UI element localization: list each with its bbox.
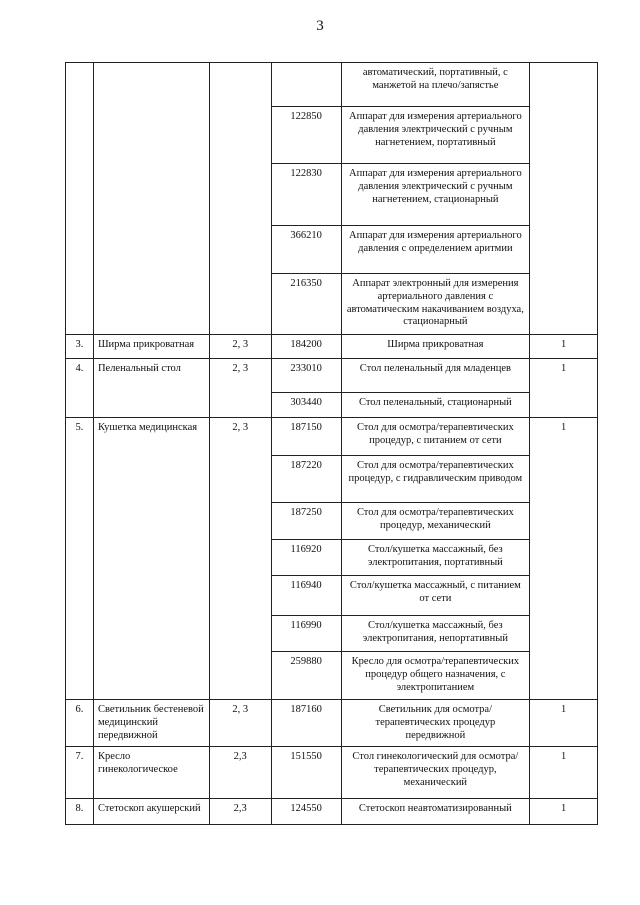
item-number-cell: 7. [66, 747, 94, 799]
table-row [66, 359, 598, 393]
code-cell: 122830 [271, 164, 341, 226]
description-cell: Аппарат для измерения артериального давления электрический с ручным нагнетением, стационарный [341, 164, 530, 226]
description-cell: Кресло для осмотра/терапевтических процедур общего назначения, с электропитанием [341, 652, 530, 700]
description-cell: Стол для осмотра/терапевтических процедур, механический [341, 503, 530, 540]
code-cell: 124550 [271, 799, 341, 825]
code-cell: 184200 [271, 335, 341, 359]
item-name-cell: Ширма прикроватная [93, 335, 209, 359]
level-cell [209, 63, 271, 335]
code-cell: 116940 [271, 576, 341, 616]
level-cell: 2, 3 [209, 359, 271, 418]
item-number-cell: 5. [66, 418, 94, 700]
description-cell: Стол пеленальный для младенцев [341, 359, 530, 393]
description-cell: Ширма прикроватная [341, 335, 530, 359]
quantity-cell: 1 [530, 359, 598, 418]
code-cell: 216350 [271, 274, 341, 335]
item-number-cell: 3. [66, 335, 94, 359]
item-number-cell: 8. [66, 799, 94, 825]
description-cell: Аппарат для измерения артериального давления с определением аритмии [341, 226, 530, 274]
equipment-table [65, 62, 598, 825]
description-cell: Аппарат для измерения артериального давления электрический с ручным нагнетением, портативный [341, 107, 530, 164]
code-cell: 151550 [271, 747, 341, 799]
description-cell: Стол для осмотра/терапевтических процедур, с гидравлическим приводом [341, 456, 530, 503]
code-cell: 187250 [271, 503, 341, 540]
code-cell: 122850 [271, 107, 341, 164]
description-cell: Стол пеленальный, стационарный [341, 393, 530, 418]
table-row [66, 799, 598, 825]
code-cell: 366210 [271, 226, 341, 274]
level-cell: 2, 3 [209, 700, 271, 747]
code-cell: 187220 [271, 456, 341, 503]
description-cell: Аппарат электронный для измерения артериального давления с автоматическим накачиванием воздуха, стационарный [341, 274, 530, 335]
code-cell: 116920 [271, 540, 341, 576]
item-name-cell: Светильник бестеневой медицинский передвижной [93, 700, 209, 747]
description-cell: Светильник для осмотра/терапевтических процедур передвижной [341, 700, 530, 747]
table-row [66, 418, 598, 456]
description-cell: Стол/кушетка массажный, без электропитания, портативный [341, 540, 530, 576]
quantity-cell: 1 [530, 799, 598, 825]
level-cell: 2, 3 [209, 418, 271, 700]
item-number-cell [66, 63, 94, 335]
item-number-cell: 4. [66, 359, 94, 418]
quantity-cell [530, 63, 598, 335]
code-cell: 187150 [271, 418, 341, 456]
table-row [66, 747, 598, 799]
description-cell: автоматический, портативный, с манжетой на плечо/запястье [341, 63, 530, 107]
item-number-cell: 6. [66, 700, 94, 747]
description-cell: Стол/кушетка массажный, с питанием от сети [341, 576, 530, 616]
code-cell: 303440 [271, 393, 341, 418]
code-cell: 259880 [271, 652, 341, 700]
level-cell: 2, 3 [209, 335, 271, 359]
quantity-cell: 1 [530, 700, 598, 747]
item-name-cell: Стетоскоп акушерский [93, 799, 209, 825]
quantity-cell: 1 [530, 418, 598, 700]
table-row [66, 700, 598, 747]
code-cell: 187160 [271, 700, 341, 747]
code-cell: 233010 [271, 359, 341, 393]
quantity-cell: 1 [530, 335, 598, 359]
description-cell: Стол гинекологический для осмотра/терапевтических процедур, механический [341, 747, 530, 799]
level-cell: 2,3 [209, 799, 271, 825]
level-cell: 2,3 [209, 747, 271, 799]
quantity-cell: 1 [530, 747, 598, 799]
code-cell: 116990 [271, 616, 341, 652]
page-number: 3 [316, 18, 324, 34]
item-name-cell: Кушетка медицинская [93, 418, 209, 700]
table-row [66, 63, 598, 107]
item-name-cell: Кресло гинекологическое [93, 747, 209, 799]
item-name-cell: Пеленальный стол [93, 359, 209, 418]
description-cell: Стол/кушетка массажный, без электропитания, непортативный [341, 616, 530, 652]
description-cell: Стол для осмотра/терапевтических процедур, с питанием от сети [341, 418, 530, 456]
table-row [66, 335, 598, 359]
code-cell [271, 63, 341, 107]
description-cell: Стетоскоп неавтоматизированный [341, 799, 530, 825]
item-name-cell [93, 63, 209, 335]
